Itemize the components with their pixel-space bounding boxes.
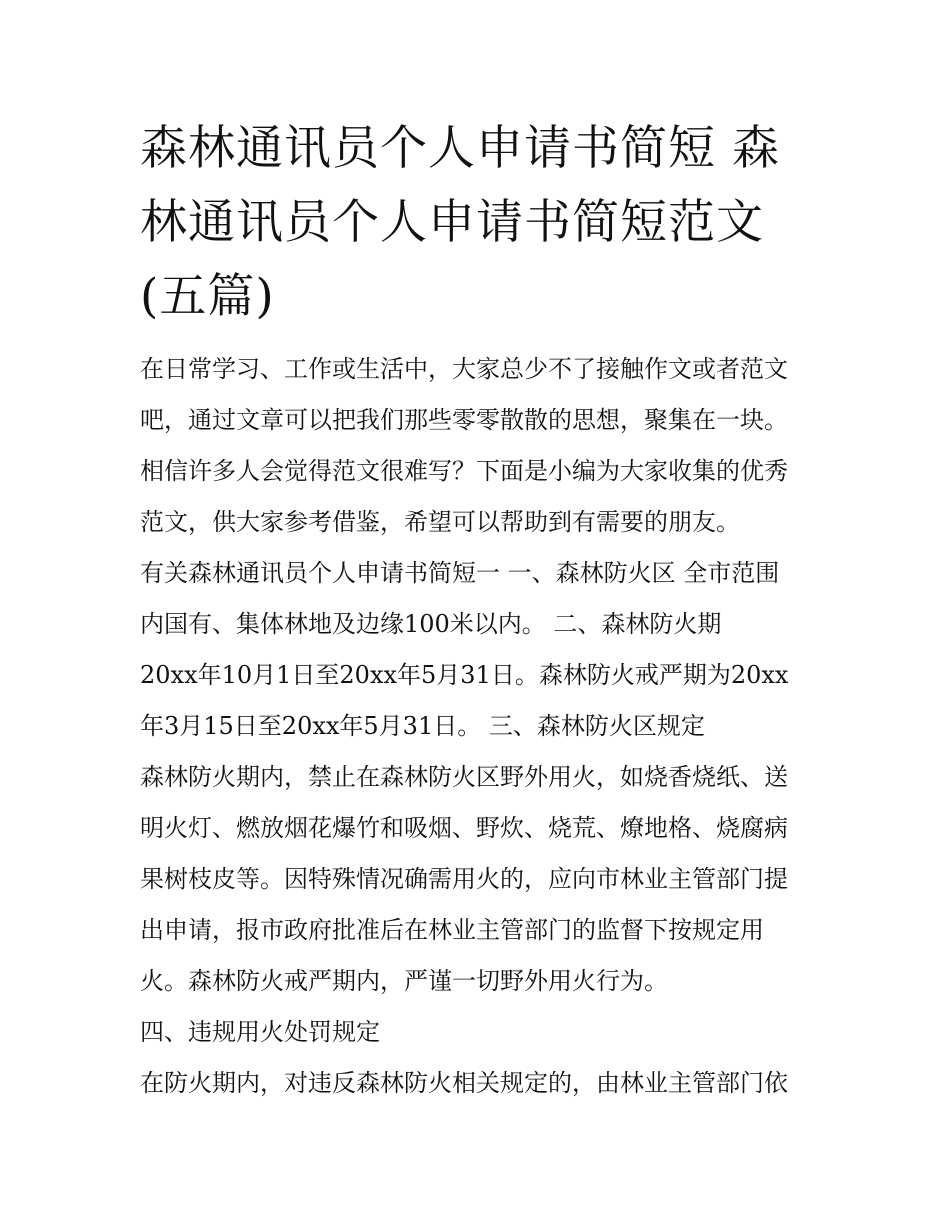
body-line: 20xx年10月1日至20xx年5月31日。森林防火戒严期为20xx	[140, 661, 789, 689]
document-page	[140, 112, 820, 1109]
title-line: 森林通讯员个人申请书简短 森	[140, 121, 780, 176]
body-line: 四、违规用火处罚规定	[140, 1018, 380, 1046]
body-line: 火。森林防火戒严期内，严谨一切野外用火行为。	[140, 967, 668, 995]
body-line: 有关森林通讯员个人申请书简短一 一、森林防火区 全市范围	[140, 559, 780, 587]
body-line: 在防火期内，对违反森林防火相关规定的，由林业主管部门依	[140, 1069, 788, 1097]
body-line: 果树枝皮等。因特殊情况确需用火的，应向市林业主管部门提	[140, 865, 788, 893]
body-line: 出申请，报市政府批准后在林业主管部门的监督下按规定用	[140, 916, 764, 944]
body-line: 吧，通过文章可以把我们那些零零散散的思想，聚集在一块。	[140, 406, 788, 434]
body-line: 在日常学习、工作或生活中，大家总少不了接触作文或者范文	[140, 355, 788, 383]
document-title	[140, 112, 820, 334]
document-body	[140, 344, 820, 1109]
body-line: 森林防火期内，禁止在森林防火区野外用火，如烧香烧纸、送	[140, 763, 788, 791]
body-line: 内国有、集体林地及边缘100米以内。 二、森林防火期	[140, 610, 722, 638]
body-line: 相信许多人会觉得范文很难写？下面是小编为大家收集的优秀	[140, 457, 788, 485]
title-line: 林通讯员个人申请书简短范文	[140, 195, 764, 250]
body-line: 范文，供大家参考借鉴，希望可以帮助到有需要的朋友。	[140, 508, 740, 536]
title-line: (五篇)	[140, 269, 275, 324]
body-line: 明火灯、燃放烟花爆竹和吸烟、野炊、烧荒、燎地格、烧腐病	[140, 814, 788, 842]
body-line: 年3月15日至20xx年5月31日。 三、森林防火区规定	[140, 712, 705, 740]
